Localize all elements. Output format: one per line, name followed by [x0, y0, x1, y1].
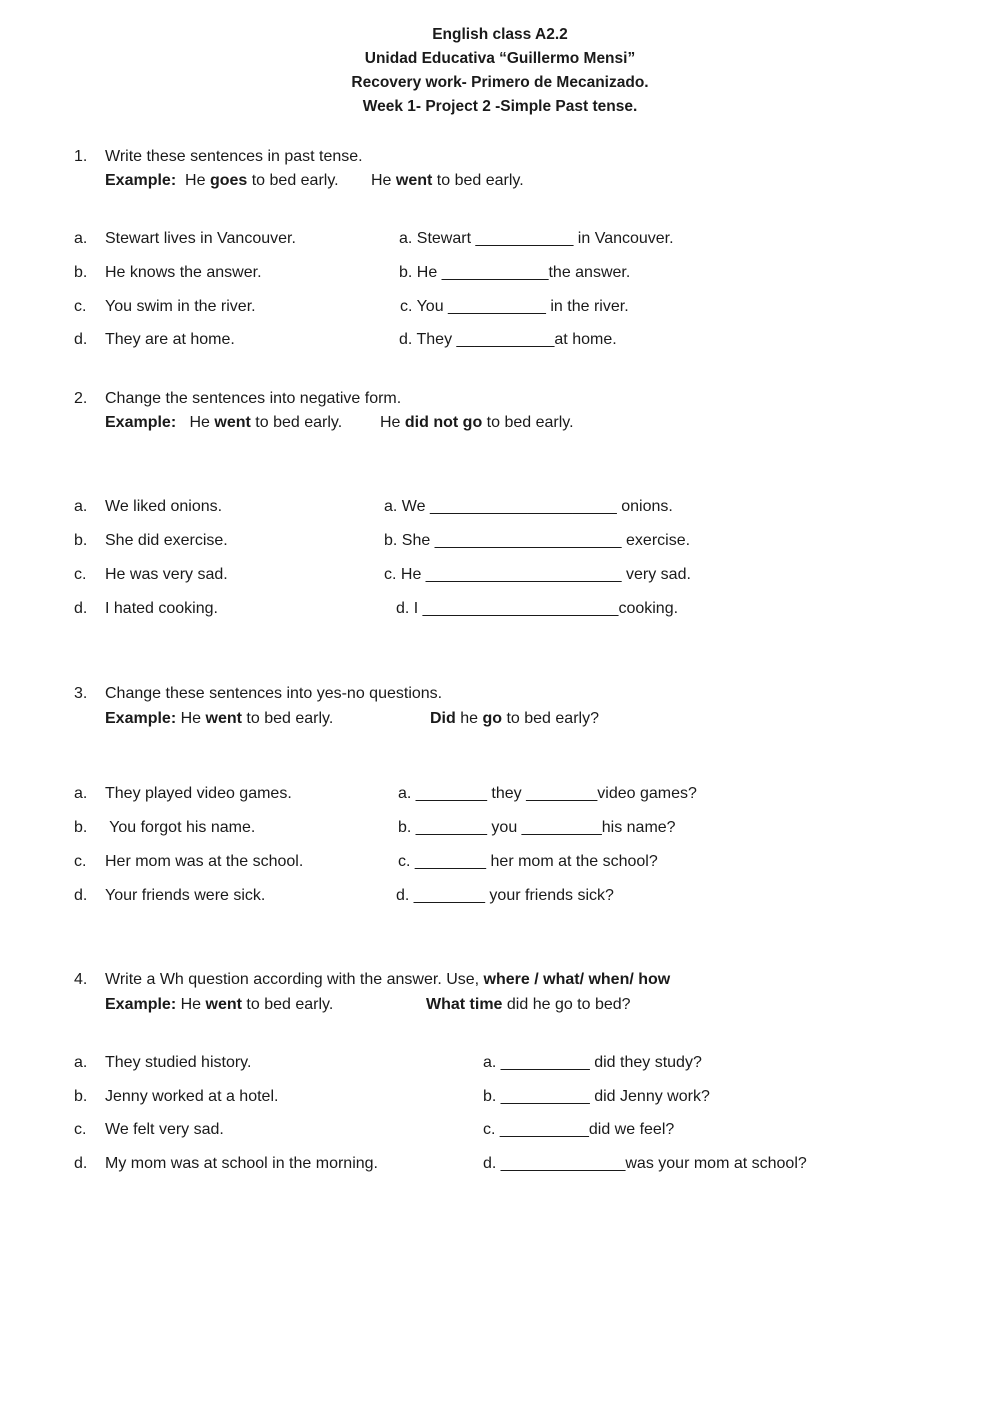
section-3-instruction: Change these sentences into yes-no questions.: [105, 685, 443, 702]
answer-blank-line[interactable]: a. We _____________________ onions.: [384, 498, 673, 515]
example-text: He: [185, 172, 210, 189]
item-letter: a.: [74, 1054, 88, 1071]
sentence: Jenny worked at a hotel.: [105, 1088, 279, 1105]
example-label: Example:: [105, 414, 177, 431]
example-text: He: [380, 414, 405, 431]
example-text: to bed early.: [432, 172, 524, 189]
sentence: Your friends were sick.: [105, 887, 266, 904]
item-letter: d.: [74, 887, 88, 904]
example-text: He: [189, 414, 215, 431]
section-2-example-answer: [380, 413, 574, 433]
answer-blank-line[interactable]: c. __________did we feel?: [483, 1121, 675, 1138]
answer-blank-line[interactable]: c. You ___________ in the river.: [400, 298, 629, 315]
example-text: He: [180, 996, 206, 1013]
sentence: We felt very sad.: [105, 1121, 224, 1138]
item-letter: a.: [74, 785, 88, 802]
answer-blank-line[interactable]: c. ________ her mom at the school?: [398, 853, 658, 870]
sentence: My mom was at school in the morning.: [105, 1155, 378, 1172]
example-text: to bed early.: [250, 414, 343, 431]
section-4-instruction: [105, 970, 670, 990]
section-4-example-prompt: [105, 995, 333, 1015]
item-letter: b.: [74, 819, 88, 836]
answer-blank-line[interactable]: b. ________ you _________his name?: [398, 819, 676, 836]
example-label: Example:: [105, 172, 177, 189]
sentence: Stewart lives in Vancouver.: [105, 230, 296, 247]
section-1-example-prompt: [105, 171, 339, 191]
item-letter: c.: [74, 1121, 87, 1138]
section-3-example-prompt: [105, 709, 333, 729]
example-text: did he go to bed?: [502, 996, 631, 1013]
title-line-3: Recovery work- Primero de Mecanizado.: [351, 74, 649, 91]
section-2-instruction: Change the sentences into negative form.: [105, 390, 402, 407]
item-letter: b.: [74, 264, 88, 281]
example-text: He: [180, 710, 206, 727]
sentence: They studied history.: [105, 1054, 252, 1071]
answer-blank-line[interactable]: a. ________ they ________video games?: [398, 785, 697, 802]
example-bold: did not go: [404, 414, 483, 431]
example-bold: go: [482, 710, 503, 727]
section-4-number: 4.: [74, 971, 88, 988]
sentence: They are at home.: [105, 331, 235, 348]
sentence: I hated cooking.: [105, 600, 218, 617]
example-bold: went: [205, 710, 242, 727]
item-letter: c.: [74, 566, 87, 583]
sentence: You forgot his name.: [105, 819, 256, 836]
section-3-example-answer: [430, 709, 599, 729]
answer-blank-line[interactable]: b. She _____________________ exercise.: [384, 532, 691, 549]
example-text: he: [455, 710, 483, 727]
answer-blank-line[interactable]: d. ________ your friends sick?: [396, 887, 614, 904]
item-letter: c.: [74, 853, 87, 870]
title-line-1: English class A2.2: [432, 26, 568, 43]
section-1-instruction: Write these sentences in past tense.: [105, 148, 363, 165]
example-bold: What time: [426, 996, 503, 1013]
item-letter: b.: [74, 1088, 88, 1105]
section-2-number: 2.: [74, 390, 88, 407]
item-letter: d.: [74, 600, 88, 617]
example-bold: goes: [209, 172, 248, 189]
answer-blank-line[interactable]: c. He ______________________ very sad.: [384, 566, 691, 583]
section-4-example-answer: [426, 995, 631, 1015]
example-bold: went: [214, 414, 251, 431]
item-letter: a.: [74, 230, 88, 247]
example-text: to bed early?: [502, 710, 599, 727]
answer-blank-line[interactable]: d. I ______________________cooking.: [396, 600, 679, 617]
answer-blank-line[interactable]: b. He ____________the answer.: [399, 264, 631, 281]
example-bold: Did: [430, 710, 456, 727]
example-bold: went: [395, 172, 433, 189]
example-label: Example:: [105, 710, 177, 727]
title-line-4: Week 1- Project 2 -Simple Past tense.: [362, 98, 638, 115]
sentence: She did exercise.: [105, 532, 228, 549]
example-text: He: [371, 172, 396, 189]
sentence: Her mom was at the school.: [105, 853, 304, 870]
instruction-bold: where / what/ when/ how: [483, 971, 671, 988]
item-letter: c.: [74, 298, 87, 315]
item-letter: b.: [74, 532, 88, 549]
sentence: He knows the answer.: [105, 264, 262, 281]
item-letter: a.: [74, 498, 88, 515]
example-label: Example:: [105, 996, 177, 1013]
answer-blank-line[interactable]: d. They ___________at home.: [399, 331, 617, 348]
sentence: He was very sad.: [105, 566, 228, 583]
example-text: to bed early.: [482, 414, 574, 431]
instruction-text: Write a Wh question according with the answer. Use,: [105, 971, 484, 988]
answer-blank-line[interactable]: d. ______________was your mom at school?: [483, 1155, 807, 1172]
example-bold: went: [205, 996, 242, 1013]
title-line-2: Unidad Educativa “Guillermo Mensi”: [364, 50, 636, 67]
sentence: We liked onions.: [105, 498, 223, 515]
answer-blank-line[interactable]: a. __________ did they study?: [483, 1054, 702, 1071]
answer-blank-line[interactable]: b. __________ did Jenny work?: [483, 1088, 710, 1105]
item-letter: d.: [74, 1155, 88, 1172]
sentence: They played video games.: [105, 785, 292, 802]
section-3-number: 3.: [74, 685, 88, 702]
example-text: to bed early.: [241, 710, 334, 727]
answer-blank-line[interactable]: a. Stewart ___________ in Vancouver.: [399, 230, 674, 247]
example-text: to bed early.: [241, 996, 334, 1013]
section-1-number: 1.: [74, 148, 88, 165]
item-letter: d.: [74, 331, 88, 348]
sentence: You swim in the river.: [105, 298, 256, 315]
example-text: to bed early.: [247, 172, 339, 189]
section-2-example-prompt: [105, 413, 342, 433]
section-1-example-answer: [371, 171, 524, 191]
